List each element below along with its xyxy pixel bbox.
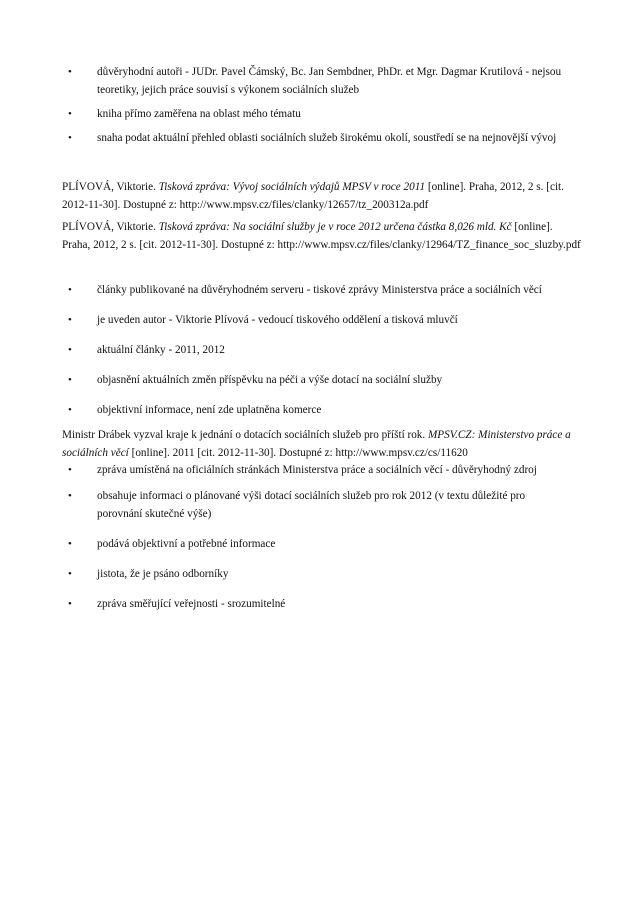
list-item: • objasnění aktuálních změn příspěvku na péči a výše dotací na sociální služby <box>0 371 562 389</box>
list-item: • zpráva umístěná na oficiálních stránkách Ministerstva práce a sociálních věcí - důvěryhodný zdroj <box>0 461 562 479</box>
bullet-icon: • <box>68 404 72 416</box>
list-item: • aktuální články - 2011, 2012 <box>0 341 562 359</box>
list-item: • obsahuje informaci o plánované výši dotací sociálních služeb pro rok 2012 (v textu důležité pro porovnání skutečné výše) <box>0 487 562 523</box>
list-item: • jistota, že je psáno odborníky <box>0 565 562 583</box>
bullet-icon: • <box>68 66 72 78</box>
bullet-icon: • <box>68 374 72 386</box>
list-item: • je uveden autor - Viktorie Plívová - vedoucí tiskového oddělení a tisková mluvčí <box>0 311 562 329</box>
list-item: • zpráva směřující veřejnosti - srozumitelné <box>0 595 562 613</box>
evaluation-list-press-releases <box>0 281 638 419</box>
reference-entry: PLÍVOVÁ, Viktorie. Tisková zpráva: Na sociální služby je v roce 2012 určena částka 8,026 mld. Kč [online]. Praha, 2012, 2 s. [cit. 2012-11-30]. Dostupné z: http://www.mpsv.cz/files/clanky/12964/TZ_finance_soc_sluzby.pdf <box>62 221 581 251</box>
bullet-icon: • <box>68 284 72 296</box>
bullet-icon: • <box>68 598 72 610</box>
list-item: • články publikované na důvěryhodném serveru - tiskové zprávy Ministerstva práce a sociálních věcí <box>0 281 562 299</box>
bullet-icon: • <box>68 464 72 476</box>
bullet-icon: • <box>68 108 72 120</box>
list-item: • objektivní informace, není zde uplatněna komerce <box>0 401 562 419</box>
list-item: • podává objektivní a potřebné informace <box>0 535 562 553</box>
bullet-icon: • <box>68 314 72 326</box>
reference-entry: PLÍVOVÁ, Viktorie. Tisková zpráva: Vývoj sociálních výdajů MPSV v roce 2011 [online]. Praha, 2012, 2 s. [cit. 2012-11-30]. Dostupné z: http://www.mpsv.cz/files/clanky/12657/tz_200312a.pdf <box>62 181 564 211</box>
bullet-icon: • <box>68 538 72 550</box>
bullet-icon: • <box>68 490 72 502</box>
evaluation-list-book <box>0 63 638 147</box>
bullet-icon: • <box>68 344 72 356</box>
list-item: • kniha přímo zaměřena na oblast mého tématu <box>0 105 562 123</box>
list-item: • snaha podat aktuální přehled oblasti sociálních služeb širokému okolí, soustředí se na nejnovější vývoj <box>0 129 562 147</box>
reference-entry: Ministr Drábek vyzval kraje k jednání o dotacích sociálních služeb pro příští rok. MPSV.CZ: Ministerstvo práce a sociálních věcí [online]. 2011 [cit. 2012-11-30]. Dostupné z: http://www.mpsv.cz/cs/11620 <box>62 429 571 459</box>
evaluation-list-ministry-article <box>0 461 638 613</box>
bullet-icon: • <box>68 132 72 144</box>
bullet-icon: • <box>68 568 72 580</box>
list-item: • důvěryhodní autoři - JUDr. Pavel Čámský, Bc. Jan Sembdner, PhDr. et Mgr. Dagmar Krutilová - nejsou teoretiky, jejich práce souvisí s výkonem sociálních služeb <box>0 63 562 99</box>
